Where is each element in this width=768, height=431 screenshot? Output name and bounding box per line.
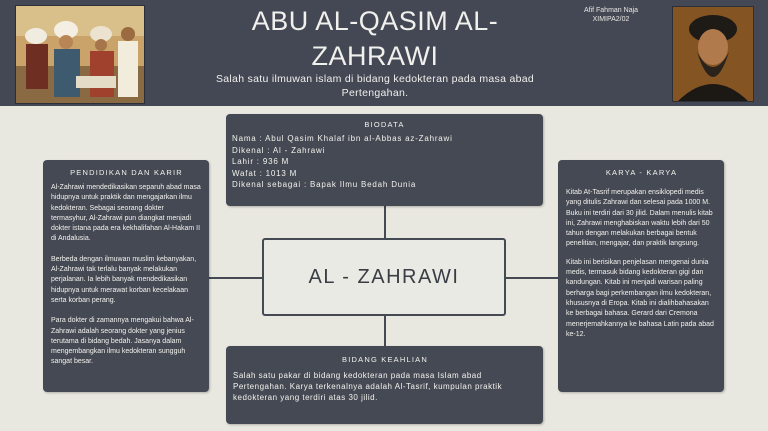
karya-paragraph: Kitab At-Tasrif merupakan ensiklopedi medis yang ditulis Zahrawi dan selesai pada 1000 M. Buku ini terdiri dari 30 jilid. Dalam menulis kitab ini, Zahrawi menghabiskan waktu lebih dari 50 tahun dengan melakukan berbagai bentuk penelitian, mengajar, dan praktik langsung.	[566, 189, 713, 248]
karya-title: KARYA - KARYA	[605, 168, 678, 177]
historical-scene-image	[15, 5, 145, 104]
biodata-card	[226, 114, 543, 206]
page-subtitle: Salah satu ilmuwan islam di bidang kedokteran pada masa abad Pertengahan.	[215, 73, 535, 99]
author-name: Afif Fahman Naja	[583, 7, 639, 14]
pendidikan-title: PENDIDIKAN DAN KARIR	[70, 168, 183, 177]
author-info	[565, 6, 657, 24]
connector-right	[506, 277, 558, 279]
center-label: AL - ZAHRAWI	[308, 265, 460, 288]
pendidikan-paragraph: Berbeda dengan ilmuwan muslim kebanyakan, Al-Zahrawi tak terlalu banyak melakukan perjalanan. Ia lebih banyak mendedikasikan hidupnya untuk merawat korban kecelakaan serta korban perang.	[51, 255, 197, 304]
author-class: XIMIPA2/02	[592, 16, 630, 23]
page-title: ABU AL-QASIM AL-ZAHRAWI	[251, 6, 499, 71]
keahlian-title: BIDANG KEAHLIAN	[342, 355, 428, 364]
biodata-row: Dikenal : Al - Zahrawi	[232, 145, 326, 155]
portrait-image	[672, 6, 754, 102]
karya-card	[558, 160, 724, 392]
biodata-row: Dikenal sebagai : Bapak Ilmu Bedah Dunia	[232, 180, 417, 189]
biodata-row: Wafat : 1013 M	[232, 168, 298, 178]
connector-top	[384, 206, 386, 238]
biodata-row: Nama : Abul Qasim Khalaf ibn al-Abbas az-Zahrawi	[232, 134, 453, 143]
biodata-row: Lahir : 936 M	[232, 157, 290, 166]
keahlian-card	[226, 346, 543, 424]
pendidikan-card	[43, 160, 209, 392]
pendidikan-paragraph: Para dokter di zamannya mengakui bahwa Al-Zahrawi adalah seorang dokter yang jenius terutama di bidang bedah. Jasanya dalam mengembangkan ilmu kedokteran sungguh sangat besar.	[51, 317, 194, 366]
connector-left	[209, 277, 262, 279]
karya-paragraph: Kitab ini berisikan penjelasan mengenai dunia medis, termasuk bidang kedokteran gigi dan kandungan. Kitab ini menjadi warisan paling berharga bagi perkembangan ilmu kedokteran, khususnya di Eropa. Kitab ini dialihbahasakan ke berbagai bahasa. Gerard dari Cremona menerjemahkannya ke bahasa Latin pada abad ke-12.	[566, 258, 714, 338]
header-banner	[0, 0, 768, 106]
keahlian-text: Salah satu pakar di bidang kedokteran pada masa Islam abad Pertengahan. Karya terkenalnya adalah Al-Tasrif, kumpulan praktik kedokteran yang terdiri atas 30 jilid.	[233, 371, 503, 402]
center-node	[262, 238, 506, 316]
pendidikan-paragraph: Al-Zahrawi mendedikasikan separuh abad masa hidupnya untuk praktik dan mengajarkan ilmu kedokteran. Sebagai seorang dokter termasyhur, Al-Zahrawi pun diangkat menjadi dokter istana pada era kekhalifahan Al-Hakam II di Andalusia.	[51, 184, 201, 243]
biodata-title: BIODATA	[364, 120, 405, 129]
connector-bottom	[384, 316, 386, 346]
